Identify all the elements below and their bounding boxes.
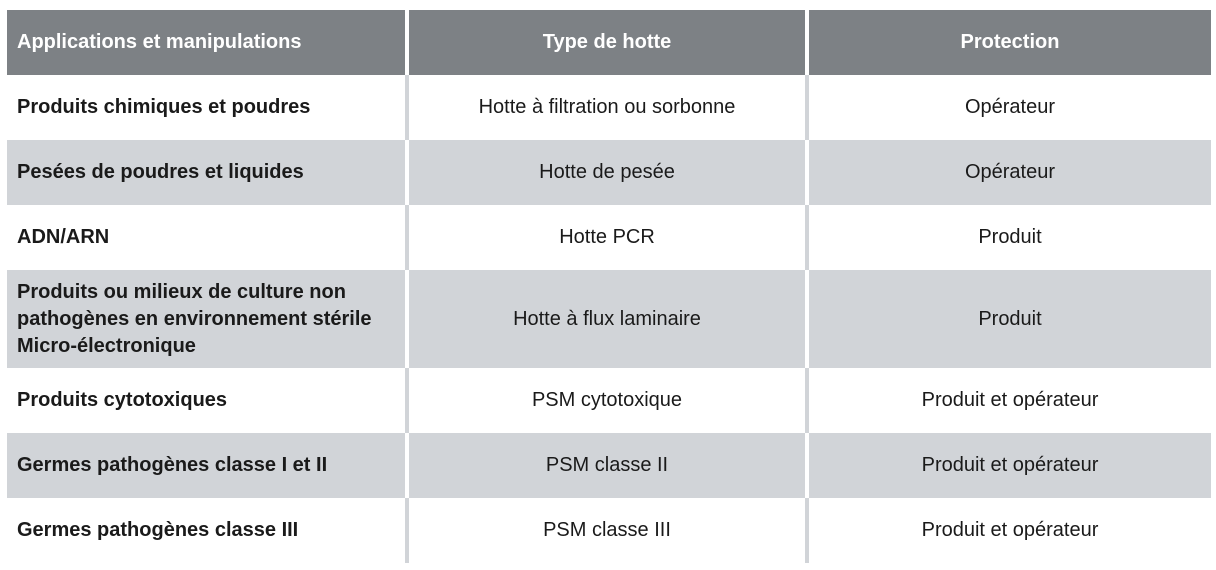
application-line: Germes pathogènes classe I et II: [17, 454, 328, 476]
application-line: Produits ou milieux de culture non: [17, 280, 346, 303]
hood-type-cell: PSM classe III: [409, 498, 809, 563]
application-line: ADN/ARN: [17, 226, 110, 248]
application-cell: [7, 270, 409, 368]
application-cell: [7, 368, 409, 433]
application-cell: [7, 205, 409, 270]
header-applications: Applications et manipulations: [7, 10, 409, 75]
table-row: [7, 498, 1211, 563]
table-row: [7, 140, 1211, 205]
application-cell: [7, 140, 409, 205]
hood-type-cell: Hotte de pesée: [409, 140, 809, 205]
table-row: [7, 368, 1211, 433]
application-line: Pesées de poudres et liquides: [17, 161, 304, 183]
protection-cell: Produit: [809, 270, 1211, 368]
application-line: Germes pathogènes classe III: [17, 519, 299, 541]
protection-cell: Produit et opérateur: [809, 433, 1211, 498]
hood-type-cell: PSM classe II: [409, 433, 809, 498]
application-line: Produits cytotoxiques: [17, 389, 228, 411]
header-protection: Protection: [809, 10, 1211, 75]
hood-type-cell: Hotte PCR: [409, 205, 809, 270]
fume-hood-table: [7, 10, 1211, 563]
header-hood-type: Type de hotte: [409, 10, 809, 75]
protection-cell: Opérateur: [809, 140, 1211, 205]
table-header-row: [7, 10, 1211, 75]
table-row: [7, 270, 1211, 368]
application-cell: [7, 75, 409, 140]
table-row: [7, 205, 1211, 270]
application-cell: [7, 433, 409, 498]
protection-cell: Produit et opérateur: [809, 498, 1211, 563]
hood-type-cell: PSM cytotoxique: [409, 368, 809, 433]
protection-cell: Produit et opérateur: [809, 368, 1211, 433]
application-line: pathogènes en environnement stérile: [17, 307, 372, 330]
application-cell: [7, 498, 409, 563]
table-row: [7, 433, 1211, 498]
fume-hood-table-container: [7, 10, 1211, 563]
table-row: [7, 75, 1211, 140]
application-line: Produits chimiques et poudres: [17, 96, 311, 118]
hood-type-cell: Hotte à flux laminaire: [409, 270, 809, 368]
hood-type-cell: Hotte à filtration ou sorbonne: [409, 75, 809, 140]
protection-cell: Produit: [809, 205, 1211, 270]
protection-cell: Opérateur: [809, 75, 1211, 140]
application-line: Micro-électronique: [17, 334, 196, 357]
